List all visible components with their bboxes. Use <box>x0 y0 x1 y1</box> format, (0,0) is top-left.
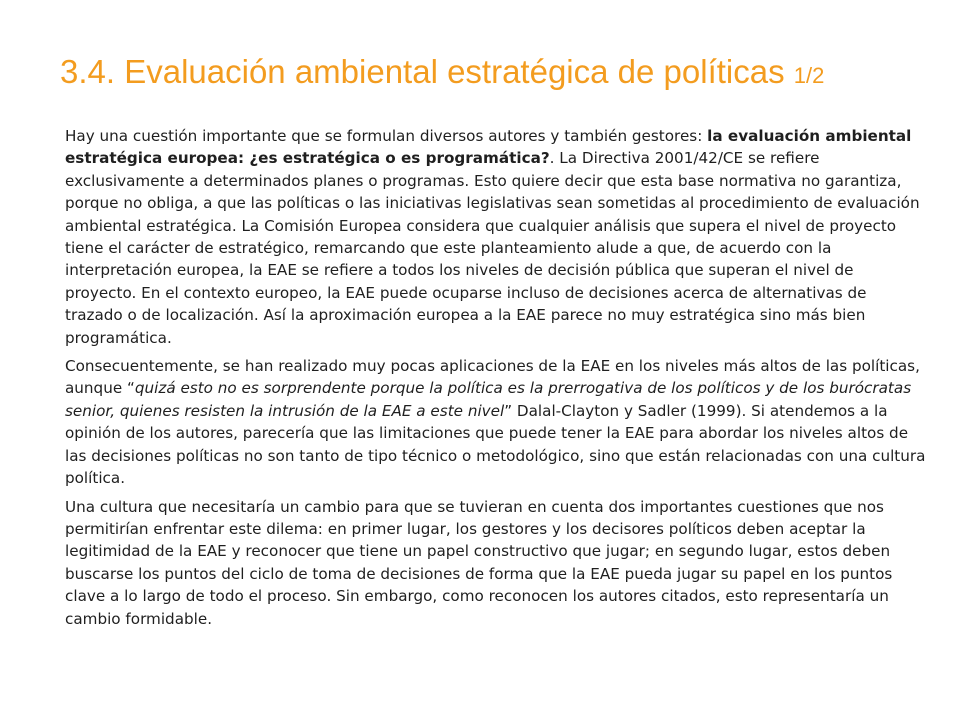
paragraph-2 <box>65 355 927 489</box>
paragraph-1-highlight: la evaluación ambiental estratégica europea: ¿es estratégica o es programática? <box>65 127 912 168</box>
paragraph-1-intro: Hay una cuestión importante que se formulan diversos autores y también gestores: <box>65 127 708 145</box>
paragraph-1-rest: . La Directiva 2001/42/CE se refiere exclusivamente a determinados planes o programas. Esto quiere decir que esta base normativa no garantiza, porque no obliga, a que las políticas o las iniciativas legislativas sean sometidas al procedimiento de evaluación ambiental estratégica. La Comisión Europea considera que cualquier análisis que supera el nivel de proyecto tiene el carácter de estratégico, remarcando que este planteamiento alude a que, de acuerdo con la interpretación europea, la EAE se refiere a todos los niveles de decisión pública que superan el nivel de proyecto. En el contexto europeo, la EAE puede ocuparse incluso de decisiones acerca de alternativas de trazado o de localización. Así la aproximación europea a la EAE parece no muy estratégica sino más bien programática. <box>65 149 920 347</box>
paragraph-2-intro: Consecuentemente, se han realizado muy pocas aplicaciones de la EAE en los niveles más altos de las políticas, aunque “ <box>65 357 920 398</box>
slide-title-text: 3.4. Evaluación ambiental estratégica de políticas <box>60 53 785 90</box>
paragraph-2-quote: quizá esto no es sorprendente porque la política es la prerrogativa de los políticos y de los burócratas senior, quienes resisten la intrusión de la EAE a este nivel <box>65 379 912 420</box>
slide-title <box>60 50 824 98</box>
slide-part-indicator: 1/2 <box>793 63 825 88</box>
paragraph-3: Una cultura que necesitaría un cambio para que se tuvieran en cuenta dos importantes cuestiones que nos permitirían enfrentar este dilema: en primer lugar, los gestores y los decisores políticos deben aceptar la legitimidad de la EAE y reconocer que tiene un papel constructivo que jugar; en segundo lugar, estos deben buscarse los puntos del ciclo de toma de decisiones de forma que la EAE pueda jugar su papel en los puntos clave a lo largo de todo el proceso. Sin embargo, como reconocen los autores citados, esto representaría un cambio formidable. <box>65 497 893 628</box>
paragraph-1 <box>65 125 927 349</box>
paragraph-2-rest: ” Dalal-Clayton y Sadler (1999). Si atendemos a la opinión de los autores, parecería que las limitaciones que puede tener la EAE para abordar los niveles altos de las decisiones políticas no son tanto de tipo técnico o metodológico, sino que están relacionadas con una cultura política. <box>65 401 926 488</box>
slide-body <box>65 125 927 636</box>
